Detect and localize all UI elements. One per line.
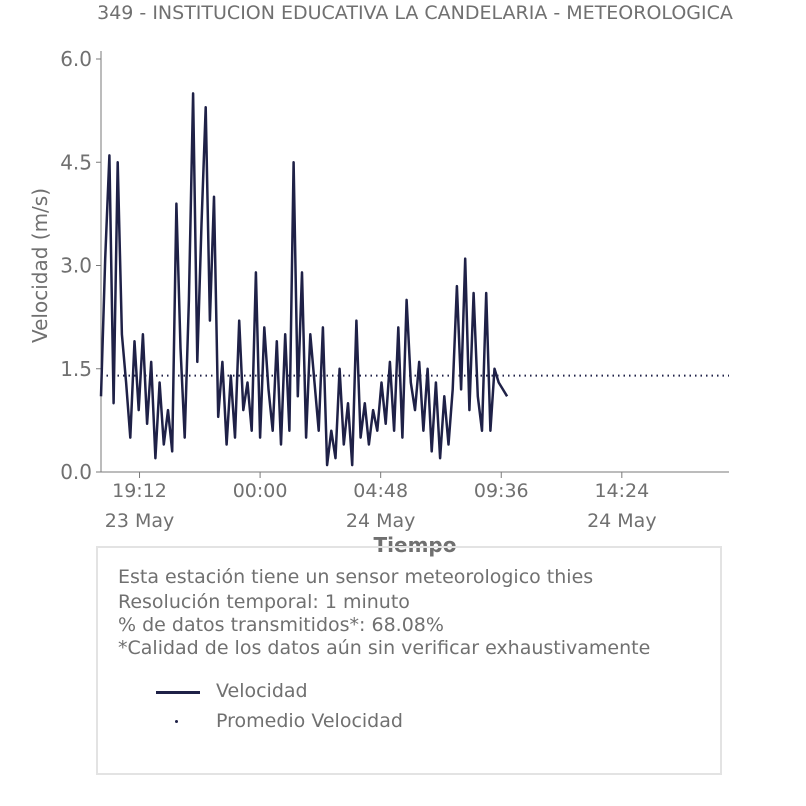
y-tick-label: 3.0 [60,253,92,278]
y-tick-label: 0.0 [60,460,92,484]
chart-title: 349 - INSTITUCION EDUCATIVA LA CANDELARIA - METEOROLOGICA [97,2,733,24]
x-tick-label: 19:12 [112,480,167,502]
x-tick-date-label: 23 May [104,510,175,532]
info-quality-note: *Calidad de los datos aún sin verificar exhaustivamente [118,637,651,659]
legend-label-promedio: Promedio Velocidad [216,710,403,732]
info-legend-box [96,546,722,775]
info-data-percent-text: % de datos transmitidos*: 68.08% [118,614,444,636]
x-tick-date-label: 24 May [345,510,416,532]
x-tick-label: 04:48 [353,480,409,502]
series-line-velocidad [101,93,507,465]
x-tick-date-label: 24 May [587,510,657,532]
info-sensor-text: Esta estación tiene un sensor meteorologico thies [118,566,594,588]
x-tick-label: 14:24 [594,480,650,502]
x-tick-label: 00:00 [232,480,288,502]
legend-line-swatch [156,691,200,694]
y-tick-label: 1.5 [60,356,92,381]
legend-label-velocidad: Velocidad [216,680,308,702]
x-tick-label: 09:36 [473,480,529,502]
y-tick-label: 4.5 [60,150,92,175]
y-tick-label: 6.0 [60,47,92,71]
info-resolution-text: Resolución temporal: 1 minuto [118,591,410,613]
x-axis-label: Tiempo [373,533,457,557]
legend-dot-swatch [175,720,178,723]
y-axis-label: Velocidad (m/s) [28,187,52,344]
